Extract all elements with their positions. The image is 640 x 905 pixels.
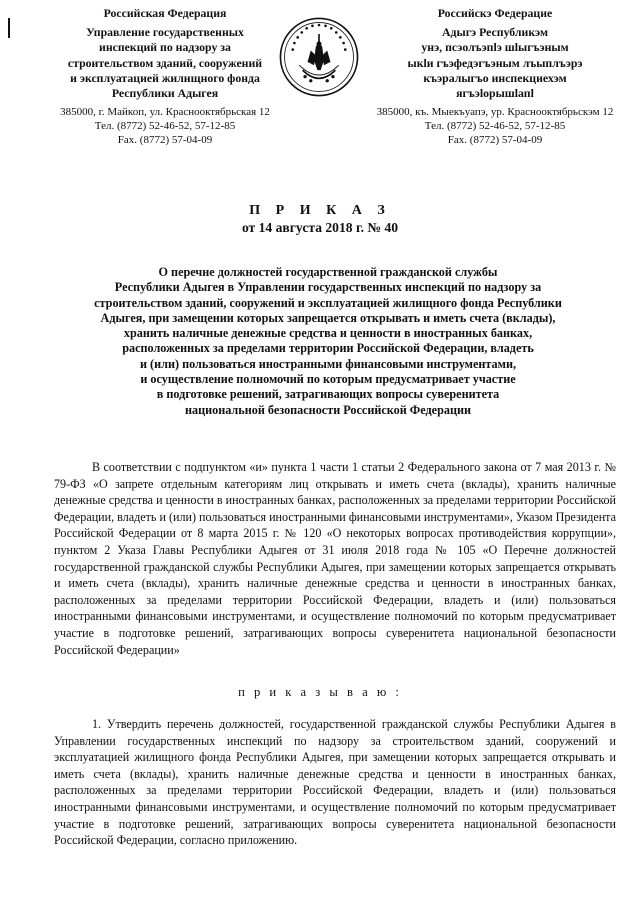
letterhead-russian [40,6,290,147]
document-subject [54,265,602,418]
country-name: Российская Федерация [103,6,227,20]
subject-line: расположенных за пределами территории Российской Федерации, владеть [122,341,534,356]
margin-mark [8,18,10,38]
subject-line: в подготовке решений, затрагивающих вопросы суверенитета [156,387,500,402]
org-line: ягъэlорышlапl [456,86,534,101]
subject-line: строительством зданий, сооружений и эксплуатацией жилищного фонда Республики [94,295,562,310]
document-title: П Р И К А З [249,203,391,218]
item-1-paragraph [54,716,616,849]
org-address: 385000, къ. Мыекъуапэ, ур. Краснооктябрьскэм 12 [376,106,614,119]
coat-of-arms-adygea-icon [278,16,360,98]
org-fax: Fax. (8772) 57-04-09 [447,134,543,147]
org-phone: Тел. (8772) 52-46-52, 57-12-85 [424,120,566,133]
org-line: унэ, псэолъэпlэ шlыгъэным [421,40,569,55]
country-name: Российскэ Федерацие [437,6,553,20]
org-line: къэралыгъо инспекциехэм [423,70,567,85]
subject-line: Республики Адыгея в Управлении государственных инспекций по надзору за [114,280,542,295]
org-line: и эксплуатацией жилищного фонда [70,70,260,85]
subject-line: хранить наличные денежные средства и ценности в иностранных банках, [123,326,533,341]
org-line: ыкlи гъэфедэгъэным лъыплъэрэ [407,55,583,70]
subject-line: и осуществление полномочий по которым предусматривает участие [140,372,516,387]
document-date-number: от 14 августа 2018 г. № 40 [241,220,399,235]
org-line: Адыгэ Республикэм [442,25,548,40]
org-line: строительством зданий, сооружений [67,55,263,70]
org-fax: Fax. (8772) 57-04-09 [117,134,213,147]
org-address: 385000, г. Майкоп, ул. Краснооктябрьская 12 [60,106,270,119]
subject-line: О перечне должностей государственной гражданской службы [158,265,498,279]
org-phone: Тел. (8772) 52-46-52, 57-12-85 [94,120,236,133]
item-1-text: 1. Утвердить перечень должностей, государственной гражданской службы Республики Адыгея в Управлении государственных инспекций по надзору за строительством зданий, сооружений и эксплуатацией жилищного фонда Республики Адыгея, при замещении которых запрещается открывать и иметь счета (вклады), хранить наличные денежные средства и ценности в иностранных банках, расположенных за пределами территории Российской Федерации, владеть и (или) пользоваться иностранными финансовыми инструментами, и осуществление полномочий по которым предусматривает участие в подготовке решений, затрагивающих вопросы суверенитета национальной безопасности Российской Федерации, согласно приложению. [54,717,616,848]
preamble-paragraph [54,459,616,658]
subject-line: национальной безопасности Российской Федерации [184,402,472,417]
org-line: Управление государственных [86,25,244,40]
letterhead [40,6,620,206]
subject-line: Адыгея, при замещении которых запрещается открывать и иметь счета (вклады), [100,310,556,325]
org-line: инспекций по надзору за [99,40,231,55]
org-line: Республики Адыгея [111,86,219,101]
order-word: п р и к а з ы в а ю : [238,685,402,699]
subject-line: и (или) пользоваться иностранными финансовыми инструментами, [139,356,517,371]
preamble-text: В соответствии с подпунктом «и» пункта 1 части 1 статьи 2 Федерального закона от 7 мая 2013 г. № 79-ФЗ «О запрете отдельным категориям лиц открывать и иметь счета (вклады), хранить наличные денежные средства и ценности в иностранных банках, расположенных за пределами территории Российской Федерации, владеть и (или) пользоваться иностранными финансовыми инструментами», Указом Президента Российской Федерации от 8 марта 2015 г. № 120 «О некоторых вопросах противодействия коррупции», пунктом 2 Указа Главы Республики Адыгея от 31 июля 2018 года № 105 «О Перечне должностей государственной гражданской службы Республики Адыгея, при замещении которых запрещается открывать и иметь счета (вклады), хранить наличные денежные средства и ценности в иностранных банках, расположенных за пределами территории Российской Федерации, владеть и (или) пользоваться иностранными финансовыми инструментами, и осуществление полномочий по которым предусматривает участие в подготовке решений, затрагивающих вопросы суверенитета национальной безопасности Российской Федерации» [54,460,616,657]
letterhead-adyghe [370,6,620,147]
